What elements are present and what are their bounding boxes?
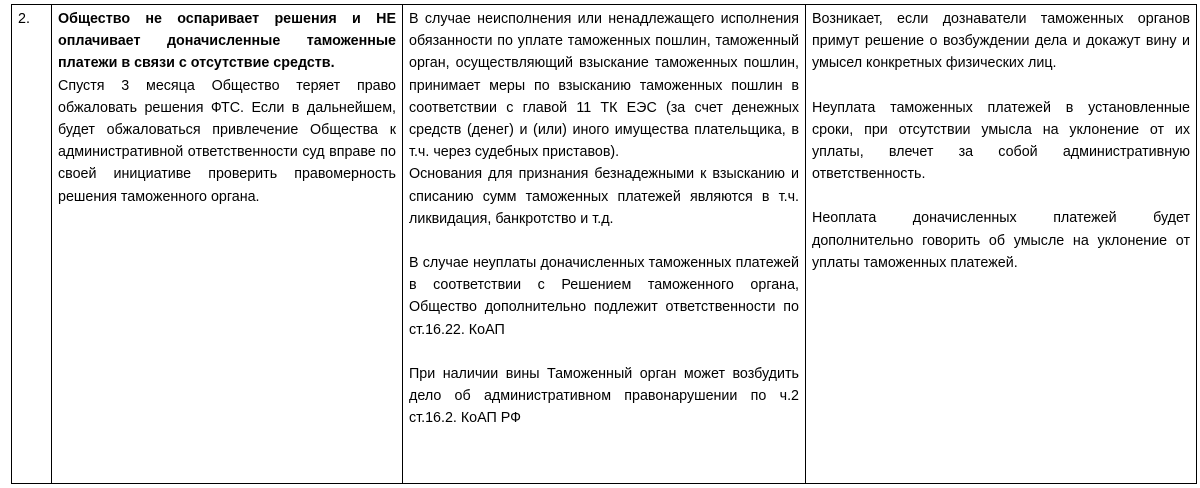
liability-paragraph-criminal: Возникает, если дознаватели таможенных органов примут решение о возбуждении дела и докажут вину и умысел конкретных физических лиц. [812, 11, 1190, 72]
table-row [12, 5, 1197, 484]
row-number-cell [12, 5, 52, 484]
consequence-paragraph-enforcement: В случае неисполнения или ненадлежащего исполнения обязанности по уплате таможенных пошлин, таможенный орган, осуществляющий взыскание таможенных пошлин, принимает меры по взысканию таможенных пошлин в соответствии с главой 11 ТК ЕЭС (за счет денежных средств (денег) и (или) иного имущества плательщика, в т.ч. через судебных приставов). [409, 11, 799, 161]
liability-paragraph-intent: Неоплата доначисленных платежей будет дополнительно говорить об умысле на уклонение от уплаты таможенных платежей. [812, 210, 1190, 271]
liability-paragraph-administrative: Неуплата таможенных платежей в установленные сроки, при отсутствии умысла на уклонение от их уплаты, влечет за собой административную ответственность. [812, 99, 1190, 183]
consequence-paragraph-write-off: Основания для признания безнадежными к взысканию и списанию сумм таможенных платежей являются в т.ч. ликвидация, банкротство и т.д. [409, 166, 799, 227]
consequences-cell [403, 5, 806, 484]
situation-text: Спустя 3 месяца Общество теряет право обжаловать решения ФТС. Если в дальнейшем, будет обжаловаться привлечение Общества к административной ответственности суд вправе по своей инициативе проверить правомерность решения таможенного органа. [58, 77, 396, 205]
liability-cell [806, 5, 1197, 484]
consequence-paragraph-non-payment: В случае неуплаты доначисленных таможенных платежей в соответствии с Решением таможенного органа, Общество дополнительно подлежит ответственности по ст.16.22. КоАП [409, 255, 799, 338]
situation-heading: Общество не оспаривает решения и НЕ оплачивает доначисленные таможенные платежи в связи с отсутствие средств. [58, 11, 396, 72]
row-number: 2. [18, 11, 30, 27]
consequence-paragraph-administrative-case: При наличии вины Таможенный орган может возбудить дело об административном правонарушении по ч.2 ст.16.2. КоАП РФ [409, 365, 799, 427]
situation-cell [52, 5, 403, 484]
document-table [11, 4, 1197, 484]
